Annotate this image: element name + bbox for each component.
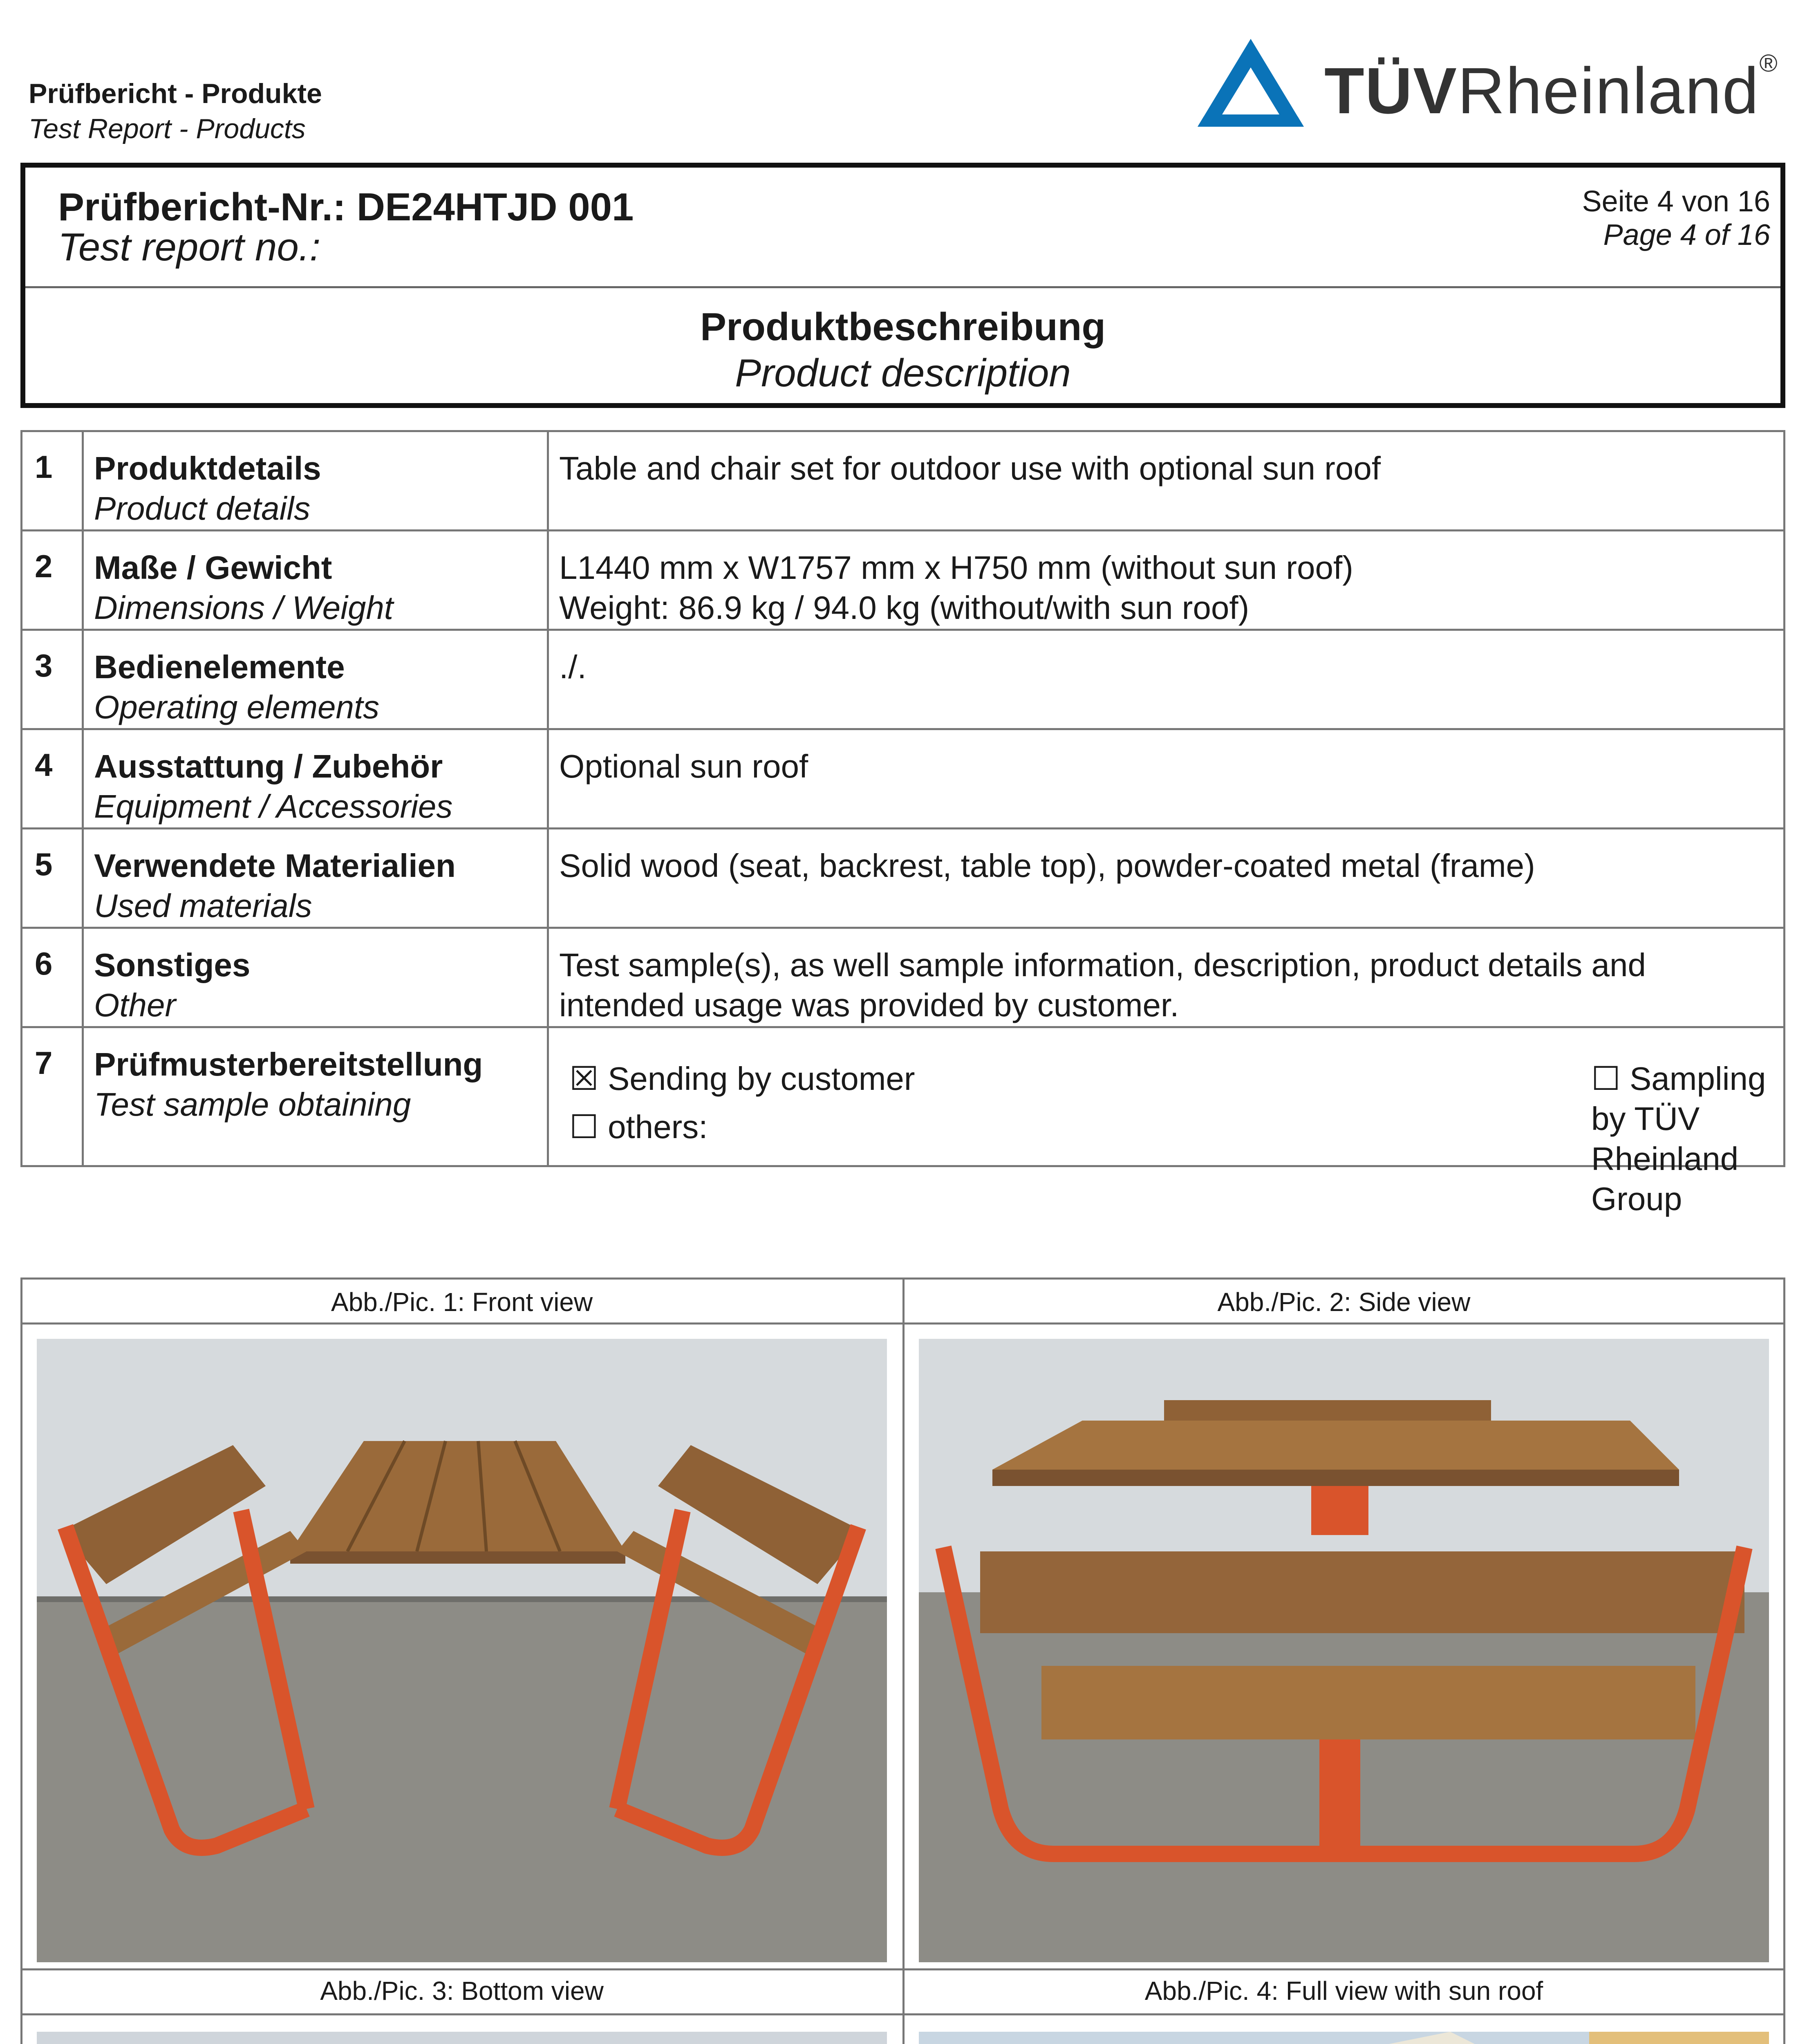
checkbox-others[interactable]: ☐ others: (569, 1109, 708, 1145)
row-label: Verwendete Materialien Used materials (83, 829, 548, 928)
row-value: Test sample(s), as well sample information, description, product details and intended usage was provided by customer. (548, 928, 1785, 1027)
row-value: Table and chair set for outdoor use with optional sun roof (548, 431, 1785, 531)
row-label: Bedienelemente Operating elements (83, 630, 548, 729)
section-title-en: Product description (735, 351, 1071, 395)
row-label: Sonstiges Other (83, 928, 548, 1027)
tuv-triangle-icon (1189, 33, 1312, 135)
row-number: 5 (22, 829, 83, 928)
row-value: ./. (548, 630, 1785, 729)
photo-side-view (919, 1339, 1769, 1962)
tuv-logo (1189, 33, 1778, 135)
picture-caption-4: Abb./Pic. 4: Full view with sun roof (1144, 1976, 1543, 2006)
divider (22, 1968, 1783, 1970)
divider (25, 286, 1780, 288)
header-title-en: Test Report - Products (29, 113, 306, 144)
checkbox-sending-by-customer[interactable]: ☒ Sending by customer (569, 1060, 915, 1097)
table-row (22, 431, 1785, 531)
picture-caption-1: Abb./Pic. 1: Front view (331, 1287, 593, 1317)
section-title-de: Produktbeschreibung (700, 305, 1106, 349)
row-number: 4 (22, 729, 83, 829)
photo-grid (20, 1278, 1785, 2044)
row-number: 6 (22, 928, 83, 1027)
table-row (22, 630, 1785, 729)
photo-full-view-sun-roof (919, 2032, 1769, 2044)
row-value (548, 1027, 1785, 1217)
page-number-en: Page 4 of 16 (1603, 219, 1770, 251)
row-value: L1440 mm x W1757 mm x H750 mm (without sun roof) Weight: 86.9 kg / 94.0 kg (without/with sun roof) (548, 531, 1785, 630)
photo-front-view (37, 1339, 887, 1962)
header-title-de: Prüfbericht - Produkte (29, 78, 322, 109)
row-number: 3 (22, 630, 83, 729)
report-number-en: Test report no.: (58, 225, 321, 269)
page-number-de: Seite 4 von 16 (1582, 185, 1770, 218)
divider (902, 1280, 905, 2044)
picture-caption-2: Abb./Pic. 2: Side view (1217, 1287, 1471, 1317)
tuv-logo-text: TÜVRheinland® (1324, 49, 1778, 127)
row-number: 7 (22, 1027, 83, 1166)
divider (22, 1322, 1783, 1325)
row-label: Ausstattung / Zubehör Equipment / Accessories (83, 729, 548, 829)
divider (22, 2013, 1783, 2015)
row-value: Optional sun roof (548, 729, 1785, 829)
checkbox-sampling-by-tuv[interactable]: ☐ Sampling by TÜV Rheinland Group (1591, 1060, 1766, 1217)
picture-caption-3: Abb./Pic. 3: Bottom view (320, 1976, 604, 2006)
photo-bottom-view (37, 2032, 887, 2044)
table-row (22, 829, 1785, 928)
table-row (22, 729, 1785, 829)
table-row (22, 531, 1785, 630)
report-number: Prüfbericht-Nr.: DE24HTJD 001 (58, 185, 634, 229)
product-details-table (20, 430, 1785, 1217)
row-number: 1 (22, 431, 83, 531)
row-label: Produktdetails Product details (83, 431, 548, 531)
row-number: 2 (22, 531, 83, 630)
table-row (22, 928, 1785, 1027)
row-value: Solid wood (seat, backrest, table top), powder-coated metal (frame) (548, 829, 1785, 928)
row-label: Prüfmusterbereitstellung Test sample obtaining (83, 1027, 548, 1166)
row-label: Maße / Gewicht Dimensions / Weight (83, 531, 548, 630)
table-row (22, 1027, 1785, 1166)
report-header-box (20, 163, 1785, 408)
